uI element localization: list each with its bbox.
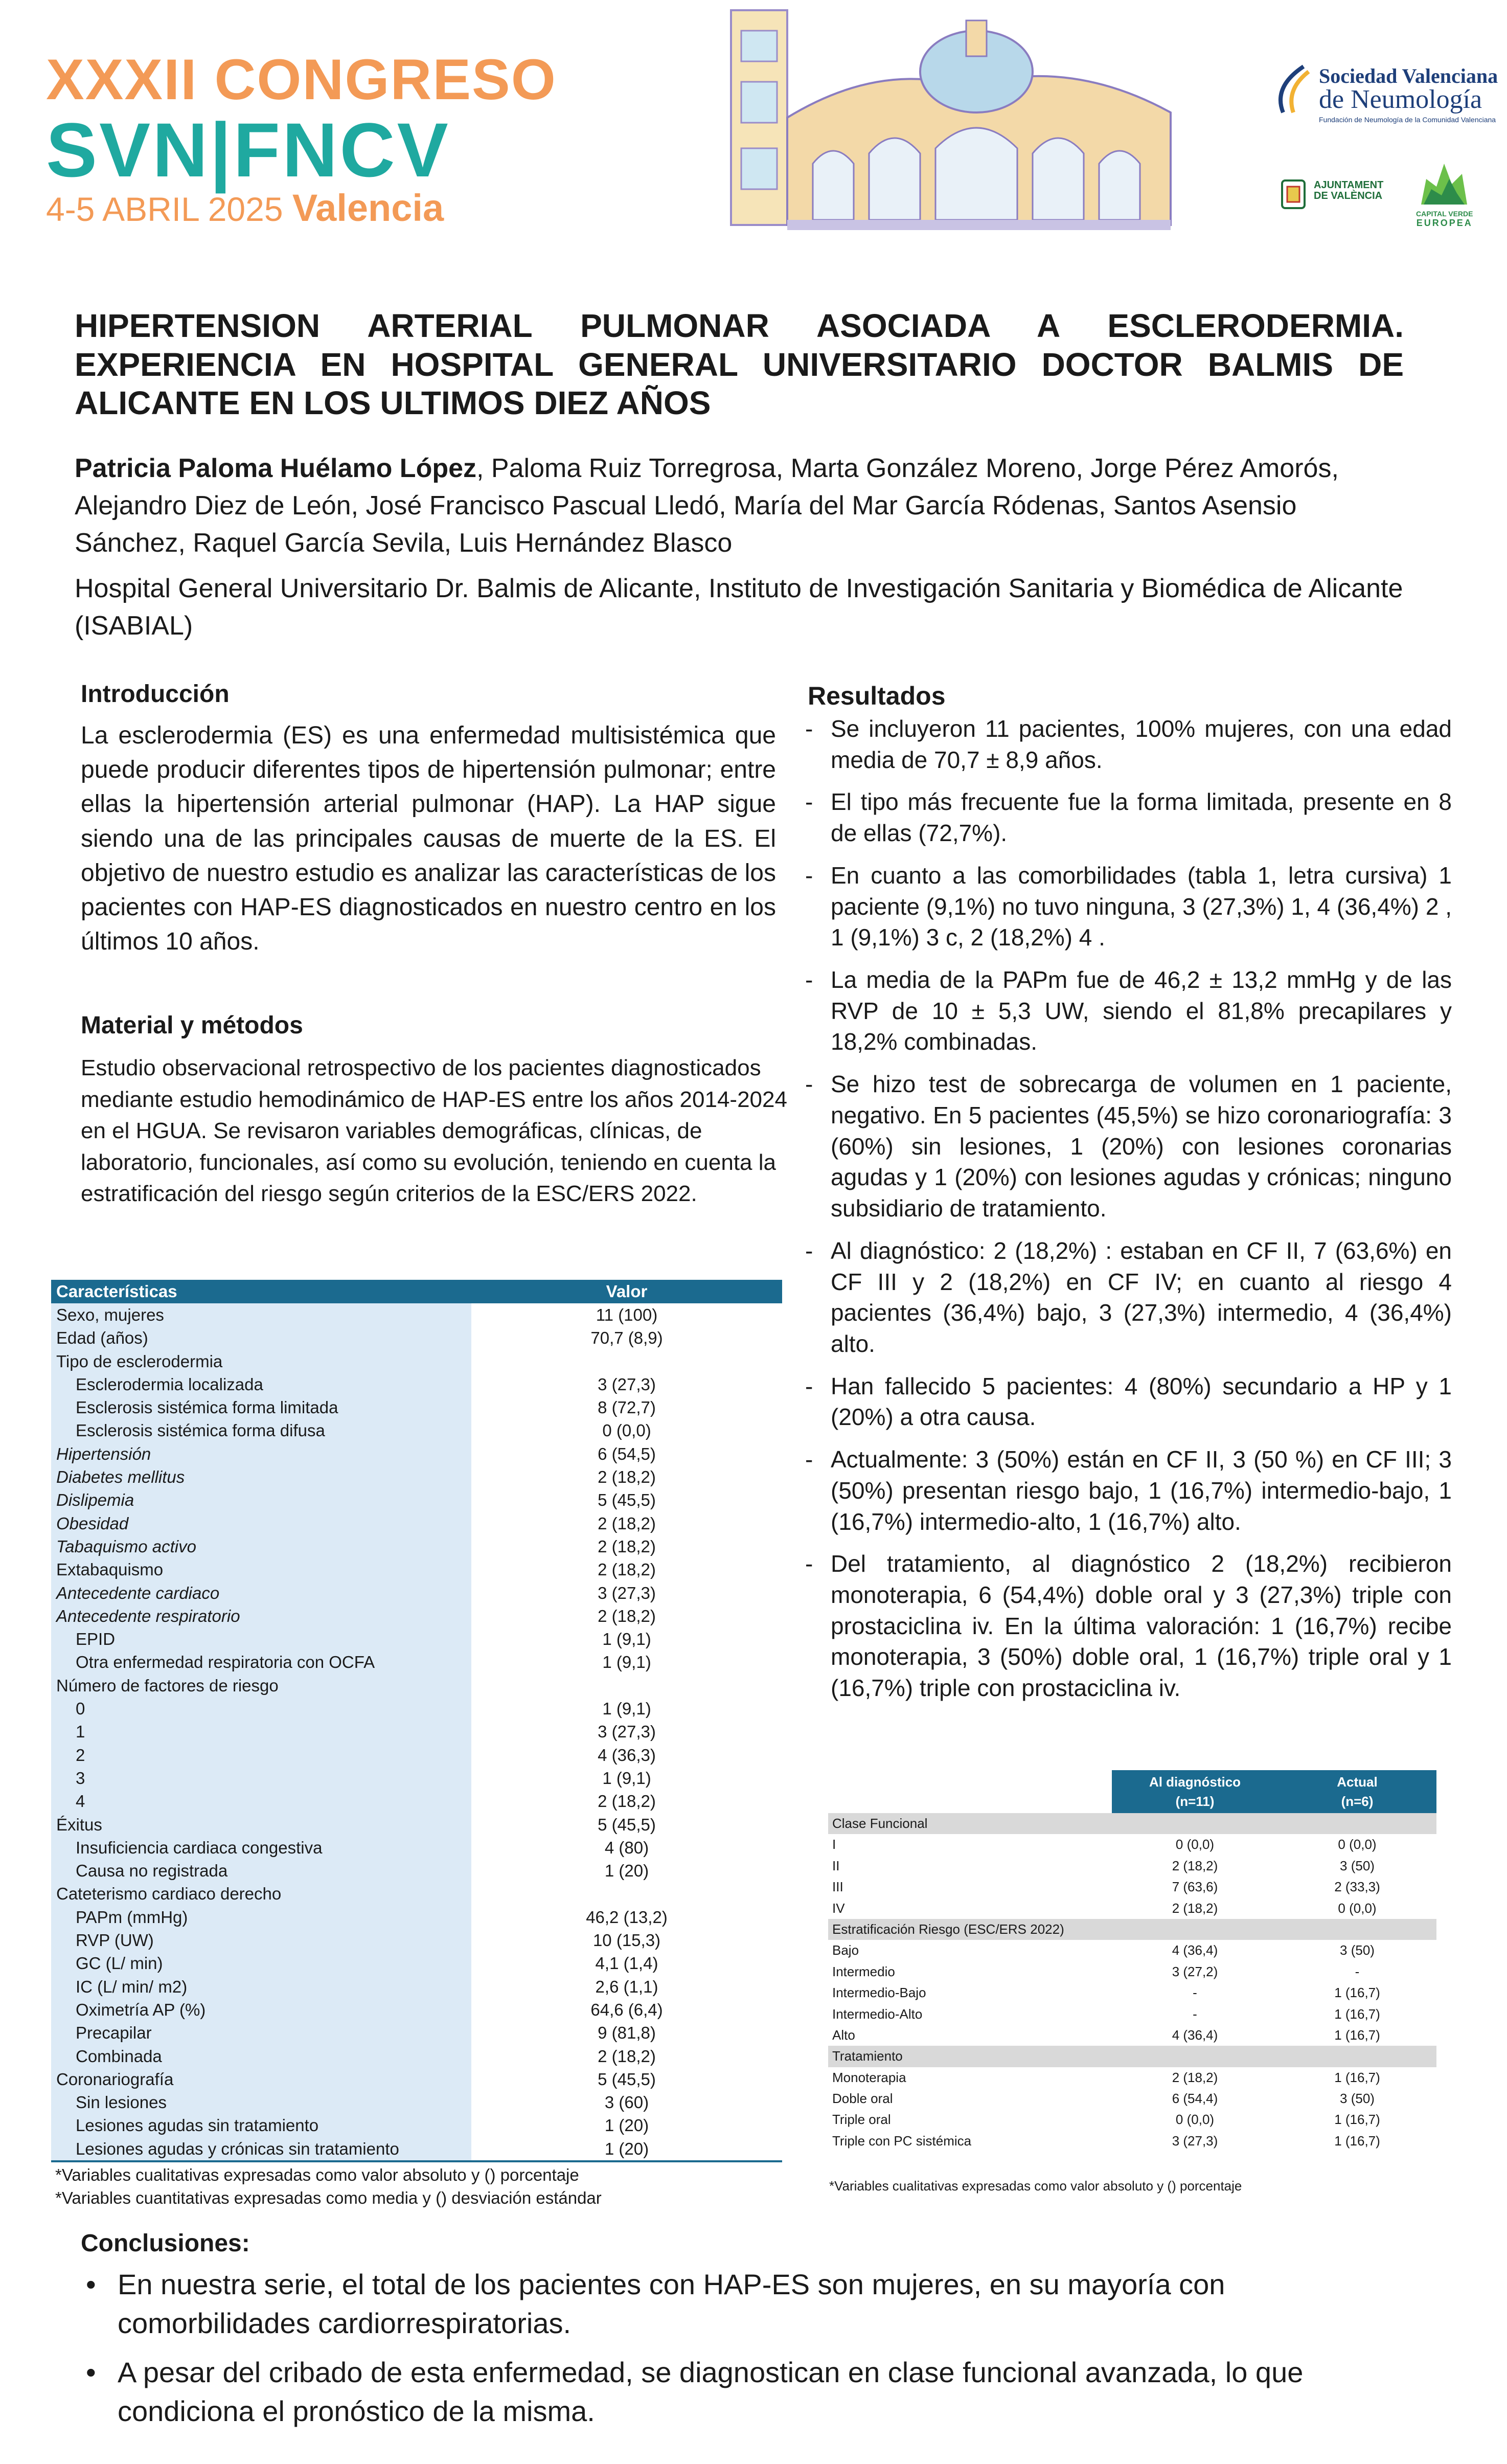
congress-title-line2: SVN|FNCV	[46, 107, 450, 193]
table-row-value: 11 (100)	[596, 1305, 658, 1324]
conclusion-item	[81, 2353, 1420, 2431]
table-row-label: Cateterismo cardiaco derecho	[51, 1882, 471, 1905]
table-row-label: III	[832, 1879, 843, 1895]
valencia-market-illustration	[711, 0, 1191, 240]
green-capital-label	[1416, 210, 1473, 229]
value-current: 1 (16,7)	[1334, 2112, 1380, 2128]
table-header-value: Valor	[606, 1282, 648, 1301]
value-at-diagnosis: 6 (54,4)	[1172, 2091, 1218, 2107]
table-row-label: 1	[51, 1720, 471, 1743]
header-diagnosis-label: Al diagnóstico	[1149, 1774, 1241, 1790]
table-row-label: Edad (años)	[51, 1326, 471, 1349]
results-item	[803, 1069, 1452, 1224]
table-row	[51, 1350, 782, 1373]
results-item	[803, 964, 1452, 1057]
table-row-label: I	[832, 1837, 836, 1852]
results-item-text: Se incluyeron 11 pacientes, 100% mujeres, con una edad media de 70,7 ± 8,9 años.	[831, 715, 1452, 773]
affiliation: Hospital General Universitario Dr. Balmis de Alicante, Instituto de Investigación Sanitaria y Biomédica de Alicante (ISABIAL)	[75, 574, 1403, 641]
table-row-value: 4 (36,3)	[598, 1745, 656, 1765]
table-header-current	[1278, 1770, 1436, 1813]
table-header-empty	[828, 1770, 1112, 1813]
table-section-row	[828, 1919, 1436, 1940]
table-row-label: Extabaquismo	[51, 1558, 471, 1581]
table-header-row	[51, 1280, 782, 1303]
dash-bullet: -	[805, 862, 813, 889]
table-row	[828, 1982, 1436, 2003]
coauthors: , Paloma Ruiz Torregrosa, Marta González Moreno, Jorge Pérez Amorós, Alejandro Diez de León, José Francisco Pascual Lledó, María del Mar García Ródenas, Santos Asensio Sánchez, Raquel García Sevila, Luis Hernández Blasco	[75, 454, 1339, 558]
table-row	[828, 1961, 1436, 1982]
table-bottom-rule	[51, 2160, 782, 2162]
table-row-label: Diabetes mellitus	[51, 1465, 471, 1488]
characteristics-table	[51, 1280, 782, 2162]
table-row-label: Precapilar	[51, 2021, 471, 2044]
table-row-value: 70,7 (8,9)	[590, 1328, 663, 1348]
table-row-label: Otra enfermedad respiratoria con OCFA	[51, 1651, 471, 1674]
results-item-text: La media de la PAPm fue de 46,2 ± 13,2 mmHg y de las RVP de 10 ± 5,3 UW, siendo el 81,8% precapilares y 18,2% combinadas.	[831, 966, 1452, 1055]
congress-city: Valencia	[292, 187, 444, 229]
table-row	[51, 1929, 782, 1952]
table-row-value: 3 (60)	[604, 2093, 649, 2112]
conclusion-item	[81, 2265, 1420, 2343]
value-at-diagnosis: 4 (36,4)	[1172, 2027, 1218, 2043]
table-row-label: Dislipemia	[51, 1488, 471, 1511]
value-at-diagnosis: 3 (27,3)	[1172, 2133, 1218, 2149]
table-row-value: 2 (18,2)	[598, 1467, 656, 1487]
results-item	[803, 860, 1452, 953]
table-row-value: 64,6 (6,4)	[590, 2000, 663, 2019]
header-current-n: (n=6)	[1341, 1794, 1374, 1809]
table-row-label: Esclerosis sistémica forma difusa	[51, 1419, 471, 1442]
valencia-city-crest-icon	[1278, 176, 1309, 212]
table-row-label: Intermedio	[832, 1963, 895, 1979]
table-header-label: Características	[56, 1282, 177, 1301]
table-row	[828, 2131, 1436, 2152]
table-header-diagnosis	[1112, 1770, 1278, 1813]
table-row	[51, 1465, 782, 1488]
intro-heading: Introducción	[81, 681, 230, 708]
results-item	[803, 786, 1452, 848]
dash-bullet: -	[805, 1237, 813, 1264]
author-list	[75, 450, 1414, 561]
value-current: 0 (0,0)	[1338, 1837, 1377, 1852]
table-row	[51, 1326, 782, 1349]
evolution-table	[828, 1770, 1436, 2152]
table-row-label: Intermedio-Bajo	[832, 1985, 926, 2001]
table-row	[51, 1767, 782, 1790]
table-row	[51, 1373, 782, 1396]
table-row-value: 1 (20)	[604, 2116, 649, 2135]
table-row-label: Antecedente respiratorio	[51, 1604, 471, 1627]
table1-footnote-2: *Variables cuantitativas expresadas como media y () desviación estándar	[55, 2188, 602, 2207]
table-header-row	[828, 1770, 1436, 1813]
table-row-value: 4 (80)	[604, 1838, 649, 1857]
table-row	[828, 1856, 1436, 1877]
table-row-value: 3 (27,3)	[598, 1583, 656, 1602]
ajuntament-line2: DE VALÈNCIA	[1314, 190, 1383, 201]
congress-dates	[46, 189, 444, 227]
value-at-diagnosis: 2 (18,2)	[1172, 2069, 1218, 2085]
table-row-value: 2,6 (1,1)	[595, 1977, 658, 1996]
value-current: 3 (50)	[1340, 2091, 1375, 2107]
results-item-text: Han fallecido 5 pacientes: 4 (80%) secundario a HP y 1 (20%) a otra causa.	[831, 1372, 1452, 1431]
table-row	[51, 1674, 782, 1697]
dash-bullet: -	[805, 715, 813, 742]
table-row-value: 8 (72,7)	[598, 1398, 656, 1417]
results-item	[803, 713, 1452, 775]
table-row-value: 9 (81,8)	[598, 2023, 656, 2043]
table-row	[51, 1535, 782, 1558]
dash-bullet: -	[805, 788, 813, 816]
value-current: 0 (0,0)	[1338, 1900, 1377, 1916]
table-row	[51, 1790, 782, 1813]
table-row-label: Coronariografía	[51, 2068, 471, 2091]
table-row-label: Causa no registrada	[51, 1859, 471, 1882]
results-item-text: El tipo más frecuente fue la forma limitada, presente en 8 de ellas (72,7%).	[831, 788, 1452, 847]
table-row-label: Antecedente cardiaco	[51, 1581, 471, 1604]
value-current: 1 (16,7)	[1334, 1985, 1380, 2001]
table-row	[51, 1836, 782, 1859]
table-row-value: 10 (15,3)	[592, 1931, 661, 1950]
table-row-label: Estratificación Riesgo (ESC/ERS 2022)	[832, 1921, 1064, 1937]
table-row-label: Clase Funcional	[832, 1816, 928, 1831]
header-diagnosis-n: (n=11)	[1175, 1794, 1215, 1809]
table-section-row	[828, 2046, 1436, 2067]
table-row-value: 1 (9,1)	[602, 1699, 651, 1719]
table-row	[51, 1303, 782, 1326]
table-row-value: 1 (9,1)	[602, 1630, 651, 1649]
table-row	[51, 1558, 782, 1581]
table-row	[51, 1744, 782, 1767]
table-row-label: Esclerosis sistémica forma limitada	[51, 1396, 471, 1419]
value-current: 3 (50)	[1340, 1942, 1375, 1958]
value-current: 1 (16,7)	[1334, 2133, 1380, 2149]
dash-bullet: -	[805, 966, 813, 993]
table-row	[51, 1396, 782, 1419]
value-at-diagnosis: 2 (18,2)	[1172, 1858, 1218, 1873]
ajuntament-label	[1314, 180, 1383, 201]
table-row	[51, 1906, 782, 1929]
table-row-label: Bajo	[832, 1942, 859, 1958]
table-row	[828, 1940, 1436, 1961]
results-list	[803, 713, 1452, 1715]
value-at-diagnosis: 3 (27,2)	[1172, 1963, 1218, 1979]
table-row-label: GC (L/ min)	[51, 1952, 471, 1975]
table-row-label: Lesiones agudas sin tratamiento	[51, 2114, 471, 2137]
table-row-label: Éxitus	[51, 1813, 471, 1836]
table-row-label: Alto	[832, 2027, 855, 2043]
table-row-value: 4,1 (1,4)	[595, 1954, 658, 1973]
header-current-label: Actual	[1337, 1774, 1378, 1790]
table-row	[51, 2137, 782, 2160]
conclusion-item-text: En nuestra serie, el total de los pacientes con HAP-ES son mujeres, en su mayoría con comorbilidades cardiorrespiratorias.	[118, 2268, 1225, 2340]
dash-bullet: -	[805, 1446, 813, 1473]
conclusions-heading: Conclusiones:	[81, 2230, 250, 2257]
table-row-label: Triple oral	[832, 2112, 891, 2128]
table-row	[51, 1604, 782, 1627]
green-capital-logo-icon	[1416, 148, 1472, 210]
table-row	[51, 1952, 782, 1975]
dash-bullet: -	[805, 1071, 813, 1098]
table-row-label: Número de factores de riesgo	[51, 1674, 471, 1697]
table-row-label: Combinada	[51, 2045, 471, 2068]
table-row	[51, 1419, 782, 1442]
table-row-value: 46,2 (13,2)	[586, 1907, 668, 1927]
table-row-value: 5 (45,5)	[598, 2069, 656, 2089]
table-row-value: 3 (27,3)	[598, 1722, 656, 1742]
table-row	[51, 1859, 782, 1882]
society-name-line2: de Neumología	[1319, 85, 1482, 114]
table-row-label: Intermedio-Alto	[832, 2006, 923, 2022]
table-row	[828, 2067, 1436, 2088]
table2-footnote: *Variables cualitativas expresadas como valor absoluto y () porcentaje	[829, 2178, 1242, 2194]
table-row-value: 2 (18,2)	[598, 1792, 656, 1811]
table-row	[51, 2114, 782, 2137]
value-current: -	[1355, 1963, 1360, 1979]
table-row	[828, 2025, 1436, 2046]
table-row-label: 3	[51, 1767, 471, 1790]
svn-society-logo-icon	[1268, 61, 1314, 118]
table-row	[51, 1998, 782, 2021]
table-row-label: IV	[832, 1900, 845, 1916]
table-row-value: 2 (18,2)	[598, 2046, 656, 2066]
table-row-label: 2	[51, 1744, 471, 1767]
table-row-value: 2 (18,2)	[598, 1560, 656, 1579]
results-item	[803, 1371, 1452, 1433]
bullet-dot: •	[86, 2268, 96, 2300]
paper-title: HIPERTENSION ARTERIAL PULMONAR ASOCIADA A ESCLERODERMIA. EXPERIENCIA EN HOSPITAL GENERAL UNIVERSITARIO DOCTOR BALMIS DE ALICANTE EN LOS ULTIMOS DIEZ AÑOS	[75, 307, 1404, 422]
green-capital-line2: EUROPEA	[1416, 218, 1473, 229]
table-row-label: Doble oral	[832, 2091, 893, 2107]
table-row-label: Sexo, mujeres	[51, 1303, 471, 1326]
green-capital-line1: CAPITAL VERDE	[1416, 210, 1473, 218]
table-row-label: Monoterapia	[832, 2069, 906, 2085]
intro-text: La esclerodermia (ES) es una enfermedad multisistémica que puede producir diferentes tipos de hipertensión pulmonar; entre ellas la hipertensión arterial pulmonar (HAP). La HAP sigue siendo una de las principales causas de muerte de la ES. El objetivo de nuestro estudio es analizar las características de los pacientes con HAP-ES diagnosticados en nuestro centro en los últimos 10 años.	[81, 722, 776, 956]
value-at-diagnosis: -	[1193, 2006, 1197, 2022]
table-row-label: Oximetría AP (%)	[51, 1998, 471, 2021]
table-row	[828, 2109, 1436, 2130]
table-row-value: 0 (0,0)	[602, 1421, 651, 1440]
dash-bullet: -	[805, 1550, 813, 1577]
table-row	[828, 2088, 1436, 2109]
table-row-label: EPID	[51, 1627, 471, 1651]
table-row-value: 5 (45,5)	[598, 1490, 656, 1510]
results-item	[803, 1548, 1452, 1704]
table-row-label: Triple con PC sistémica	[832, 2133, 972, 2149]
table-row-value: 3 (27,3)	[598, 1374, 656, 1394]
results-heading: Resultados	[808, 682, 946, 710]
value-current: 2 (33,3)	[1334, 1879, 1380, 1895]
results-item	[803, 1444, 1452, 1537]
table-row-label: Insuficiencia cardiaca congestiva	[51, 1836, 471, 1859]
value-at-diagnosis: -	[1193, 1985, 1197, 2001]
table-row	[828, 1834, 1436, 1855]
value-current: 1 (16,7)	[1334, 2069, 1380, 2085]
table-row-value: 1 (20)	[604, 2139, 649, 2158]
value-current: 1 (16,7)	[1334, 2006, 1380, 2022]
table-row-label: PAPm (mmHg)	[51, 1906, 471, 1929]
table-row-value: 2 (18,2)	[598, 1513, 656, 1533]
value-at-diagnosis: 0 (0,0)	[1175, 2112, 1215, 2128]
first-author: Patricia Paloma Huélamo López	[75, 454, 477, 483]
congress-title-line1: XXXII CONGRESO	[46, 48, 557, 111]
table-body	[828, 1813, 1436, 2152]
congress-date-text: 4-5 ABRIL 2025	[46, 190, 283, 228]
table-row-label: Tabaquismo activo	[51, 1535, 471, 1558]
table-row	[51, 1697, 782, 1720]
table-row	[51, 1512, 782, 1535]
table-row-value: 1 (9,1)	[602, 1768, 651, 1788]
ajuntament-line1: AJUNTAMENT	[1314, 179, 1384, 191]
table-row-label: Obesidad	[51, 1512, 471, 1535]
value-current: 1 (16,7)	[1334, 2027, 1380, 2043]
table1-footnote-1: *Variables cualitativas expresadas como valor absoluto y () porcentaje	[55, 2165, 579, 2184]
table-row-label: IC (L/ min/ m2)	[51, 1975, 471, 1998]
table-row	[51, 1882, 782, 1905]
society-name-line1: Sociedad Valenciana	[1319, 64, 1498, 87]
table-row	[828, 1898, 1436, 1919]
society-subtitle: Fundación de Neumología de la Comunidad Valenciana	[1319, 116, 1496, 124]
table-row-value: 2 (18,2)	[598, 1536, 656, 1556]
conclusions-list	[81, 2265, 1420, 2442]
value-at-diagnosis: 2 (18,2)	[1172, 1900, 1218, 1916]
table-row	[51, 1581, 782, 1604]
table-row	[51, 1975, 782, 1998]
results-item-text: Del tratamiento, al diagnóstico 2 (18,2%) recibieron monoterapia, 6 (54,4%) doble oral y 3 (27,3%) triple con prostaciclina iv. En la última valoración: 1 (16,7%) recibe monoterapia, 3 (50%) doble oral, 1 (16,7%) triple oral y 1 (16,7%) triple con prostaciclina iv.	[831, 1550, 1452, 1702]
conclusion-item-text: A pesar del cribado de esta enfermedad, se diagnostican en clase funcional avanzada, lo que condiciona el pronóstico de la misma.	[118, 2356, 1304, 2428]
table-row-label: Hipertensión	[51, 1442, 471, 1465]
table-section-row	[828, 1813, 1436, 1834]
table-row	[51, 1720, 782, 1743]
table-row	[51, 1442, 782, 1465]
value-at-diagnosis: 4 (36,4)	[1172, 1942, 1218, 1958]
table-row	[51, 2045, 782, 2068]
table-row-label: 0	[51, 1697, 471, 1720]
results-item-text: Actualmente: 3 (50%) están en CF II, 3 (50 %) en CF III; 3 (50%) presentan riesgo bajo, 1 (16,7%) intermedio-bajo, 1 (16,7%) intermedio-alto, 1 (16,7%) alto.	[831, 1446, 1452, 1535]
table-row-label: II	[832, 1858, 840, 1873]
value-at-diagnosis: 0 (0,0)	[1175, 1837, 1215, 1852]
table-row-label: 4	[51, 1790, 471, 1813]
table-row	[51, 1488, 782, 1511]
table-row	[51, 2068, 782, 2091]
methods-heading: Material y métodos	[81, 1012, 303, 1039]
results-item-text: Se hizo test de sobrecarga de volumen en 1 paciente, negativo. En 5 pacientes (45,5%) se hizo coronariografía: 3 (60%) sin lesiones, 1 (20%) con lesiones coronarias agudas y 1 (20%) con lesiones agudas y crónicas; ninguno subsidiario de tratamiento.	[831, 1071, 1452, 1222]
value-at-diagnosis: 7 (63,6)	[1172, 1879, 1218, 1895]
table-row-value: 5 (45,5)	[598, 1815, 656, 1834]
table-row	[51, 1627, 782, 1651]
table-row-value: 1 (9,1)	[602, 1653, 651, 1672]
table-row	[828, 1877, 1436, 1897]
dash-bullet: -	[805, 1372, 813, 1399]
table-row-label: Esclerodermia localizada	[51, 1373, 471, 1396]
table-row-value: 2 (18,2)	[598, 1606, 656, 1625]
table-row	[51, 1813, 782, 1836]
value-current: 3 (50)	[1340, 1858, 1375, 1873]
bullet-dot: •	[86, 2356, 96, 2389]
table-row	[828, 2004, 1436, 2025]
table-body	[51, 1303, 782, 2160]
table-row	[51, 2021, 782, 2044]
table-row-value: 1 (20)	[604, 1861, 649, 1881]
results-item	[803, 1235, 1452, 1360]
table-row	[51, 1651, 782, 1674]
table-row-label: RVP (UW)	[51, 1929, 471, 1952]
table-row	[51, 2091, 782, 2114]
results-item-text: Al diagnóstico: 2 (18,2%) : estaban en CF II, 7 (63,6%) en CF III y 2 (18,2%) en CF IV; en cuanto al riesgo 4 pacientes (36,4%) bajo, 3 (27,3%) intermedio, 4 (36,4%) alto.	[831, 1237, 1452, 1357]
table-row-value: 6 (54,5)	[598, 1444, 656, 1463]
table-row-label: Tipo de esclerodermia	[51, 1350, 471, 1373]
table-row-label: Tratamiento	[832, 2048, 903, 2064]
table-row-label: Sin lesiones	[51, 2091, 471, 2114]
results-item-text: En cuanto a las comorbilidades (tabla 1, letra cursiva) 1 paciente (9,1%) no tuvo ninguna, 3 (27,3%) 1, 4 (36,4%) 2 , 1 (9,1%) 3 c, 2 (18,2%) 4 .	[831, 862, 1452, 951]
methods-text: Estudio observacional retrospectivo de los pacientes diagnosticados mediante estudio hemodinámico de HAP-ES entre los años 2014-2024 en el HGUA. Se revisaron variables demográficas, clínicas, de laboratorio, funcionales, así como su evolución, teniendo en cuenta la estratificación del riesgo según criterios de la ESC/ERS 2022.	[81, 1055, 787, 1207]
table-row-label: Lesiones agudas y crónicas sin tratamiento	[51, 2137, 471, 2160]
